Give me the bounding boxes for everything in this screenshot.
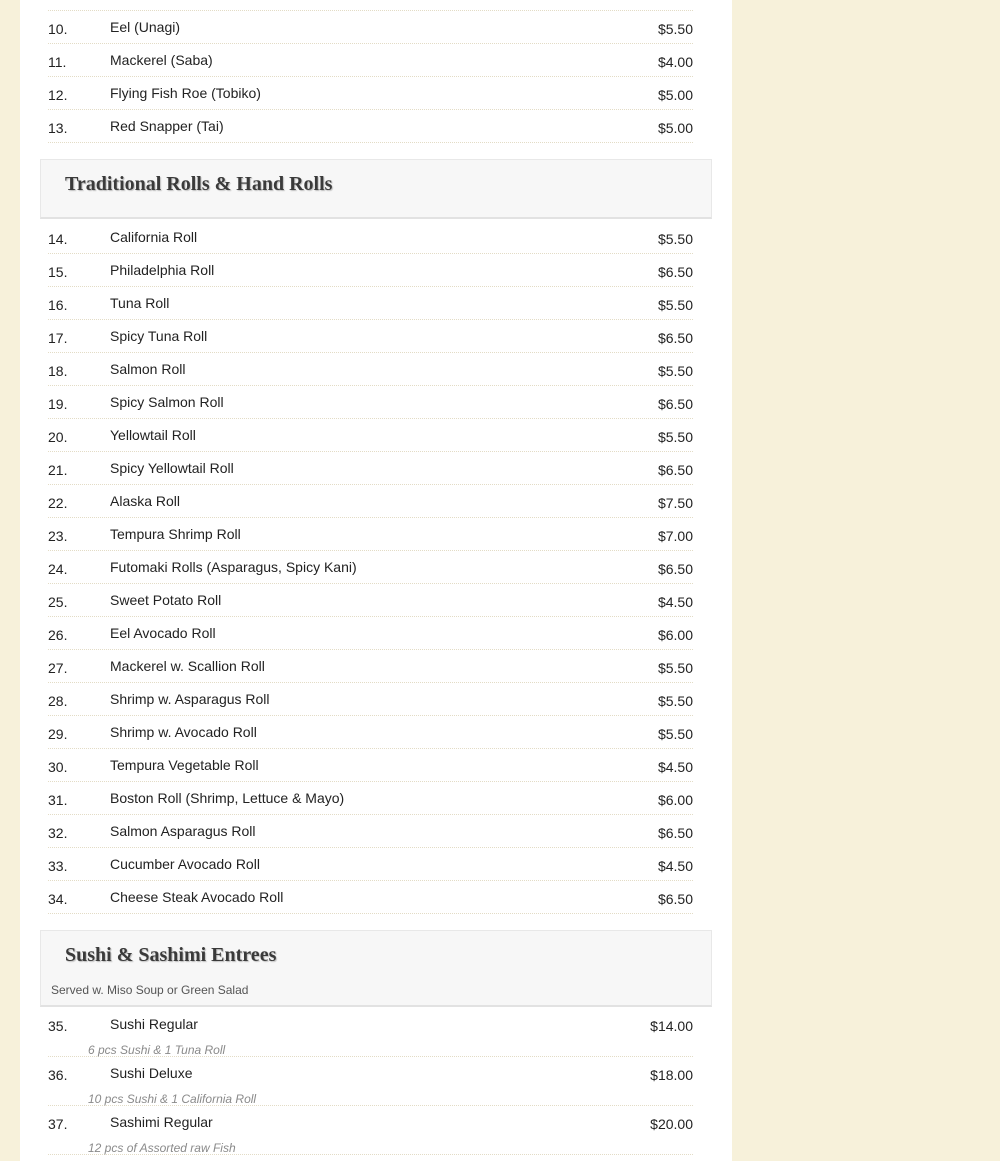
item-name: Sushi Deluxe (110, 1065, 193, 1081)
item-number: 11. (48, 54, 67, 70)
item-number: 22. (48, 495, 68, 511)
item-price: $5.50 (657, 429, 693, 445)
menu-item (48, 221, 693, 254)
item-number: 32. (48, 825, 68, 841)
item-number: 24. (48, 561, 68, 577)
item-name: Cheese Steak Avocado Roll (110, 889, 284, 905)
menu-panel (20, 0, 732, 1161)
item-price: $4.50 (657, 594, 693, 610)
menu-item (48, 77, 693, 110)
menu-item (48, 518, 693, 551)
menu-item (48, 1106, 693, 1155)
menu-item (48, 617, 693, 650)
item-name: Sweet Potato Roll (110, 592, 222, 608)
item-description: 12 pcs of Assorted raw Fish (88, 1141, 236, 1155)
section-title: Sushi & Sashimi Entrees (65, 944, 277, 966)
item-description: 6 pcs Sushi & 1 Tuna Roll (88, 1043, 226, 1057)
item-price: $4.50 (657, 858, 693, 874)
item-number: 34. (48, 891, 68, 907)
item-price: $14.00 (650, 1018, 693, 1034)
item-number: 10. (48, 21, 68, 37)
item-name: Boston Roll (Shrimp, Lettuce & Mayo) (110, 790, 345, 806)
item-price: $5.00 (657, 120, 693, 136)
menu-item (48, 881, 693, 914)
section-header (40, 159, 712, 219)
item-name: Shrimp w. Asparagus Roll (110, 691, 270, 707)
item-name: Spicy Yellowtail Roll (110, 460, 234, 476)
item-price: $5.00 (657, 87, 693, 103)
menu-item (48, 848, 693, 881)
item-price: $5.50 (657, 21, 693, 37)
section-title: Traditional Rolls & Hand Rolls (65, 173, 333, 195)
item-number: 23. (48, 528, 68, 544)
section-header (40, 930, 712, 1007)
item-name: Alaska Roll (110, 493, 181, 509)
item-name: Spicy Tuna Roll (110, 328, 208, 344)
item-number: 12. (48, 87, 68, 103)
menu-item (48, 353, 693, 386)
item-description: 10 pcs Sushi & 1 California Roll (88, 1092, 257, 1106)
item-price: $6.50 (657, 462, 693, 478)
item-number: 31. (48, 792, 68, 808)
item-number: 28. (48, 693, 68, 709)
item-name: Tempura Shrimp Roll (110, 526, 241, 542)
item-name: California Roll (110, 229, 198, 245)
item-number: 26. (48, 627, 68, 643)
section-subtitle: Served w. Miso Soup or Green Salad (51, 983, 249, 997)
item-number: 14. (48, 231, 68, 247)
item-price: $5.50 (657, 693, 693, 709)
item-name: Spicy Salmon Roll (110, 394, 224, 410)
item-name: Sashimi Regular (110, 1114, 213, 1130)
item-price: $6.00 (657, 792, 693, 808)
item-price: $6.50 (657, 396, 693, 412)
item-number: 13. (48, 120, 68, 136)
item-price: $18.00 (650, 1067, 693, 1083)
item-price: $6.50 (657, 561, 693, 577)
item-number: 37. (48, 1116, 68, 1132)
item-name: Mackerel w. Scallion Roll (110, 658, 265, 674)
item-name: Futomaki Rolls (Asparagus, Spicy Kani) (110, 559, 357, 575)
item-name: Cucumber Avocado Roll (110, 856, 260, 872)
menu-item (48, 320, 693, 353)
menu-item (48, 110, 693, 143)
item-number: 18. (48, 363, 68, 379)
item-number: 16. (48, 297, 68, 313)
item-number: 20. (48, 429, 68, 445)
item-number: 36. (48, 1067, 68, 1083)
item-price: $20.00 (650, 1116, 693, 1132)
menu-item (48, 11, 693, 44)
item-number: 27. (48, 660, 68, 676)
item-price: $5.50 (657, 231, 693, 247)
item-name: Flying Fish Roe (Tobiko) (110, 85, 261, 101)
menu-item (48, 650, 693, 683)
item-price: $6.50 (657, 825, 693, 841)
item-name: Salmon Roll (110, 361, 186, 377)
menu-item (48, 485, 693, 518)
menu-item (48, 716, 693, 749)
menu-item (48, 254, 693, 287)
item-name: Philadelphia Roll (110, 262, 215, 278)
item-name: Sushi Regular (110, 1016, 198, 1032)
item-number: 29. (48, 726, 68, 742)
menu-item (48, 44, 693, 77)
menu-item (48, 287, 693, 320)
item-name: Eel (Unagi) (110, 19, 181, 35)
item-number: 30. (48, 759, 68, 775)
menu-item (48, 749, 693, 782)
item-number: 35. (48, 1018, 68, 1034)
menu-item (48, 782, 693, 815)
item-price: $5.50 (657, 363, 693, 379)
item-price: $7.50 (657, 495, 693, 511)
item-name: Eel Avocado Roll (110, 625, 216, 641)
item-number: 19. (48, 396, 68, 412)
item-price: $5.50 (657, 660, 693, 676)
item-number: 33. (48, 858, 68, 874)
item-name: Mackerel (Saba) (110, 52, 213, 68)
menu-item (48, 1057, 693, 1106)
menu-item (48, 815, 693, 848)
item-name: Yellowtail Roll (110, 427, 196, 443)
item-name: Shrimp w. Avocado Roll (110, 724, 257, 740)
item-price: $6.50 (657, 330, 693, 346)
item-price: $4.00 (657, 54, 693, 70)
menu-item (48, 584, 693, 617)
item-name: Tuna Roll (110, 295, 170, 311)
item-price: $6.50 (657, 891, 693, 907)
item-name: Tempura Vegetable Roll (110, 757, 259, 773)
item-price: $4.50 (657, 759, 693, 775)
item-price: $5.50 (657, 297, 693, 313)
menu-item (48, 452, 693, 485)
item-number: 17. (48, 330, 68, 346)
item-number: 21. (48, 462, 68, 478)
menu-item-partial (48, 0, 693, 11)
item-number: 25. (48, 594, 68, 610)
menu-item (48, 419, 693, 452)
menu-item (48, 551, 693, 584)
item-number: 15. (48, 264, 68, 280)
menu-item (48, 386, 693, 419)
item-price: $6.00 (657, 627, 693, 643)
menu-item (48, 683, 693, 716)
item-price: $6.50 (657, 264, 693, 280)
item-price: $7.00 (657, 528, 693, 544)
item-price: $5.50 (657, 726, 693, 742)
item-name: Salmon Asparagus Roll (110, 823, 256, 839)
menu-item (48, 1008, 693, 1057)
item-name: Red Snapper (Tai) (110, 118, 224, 134)
